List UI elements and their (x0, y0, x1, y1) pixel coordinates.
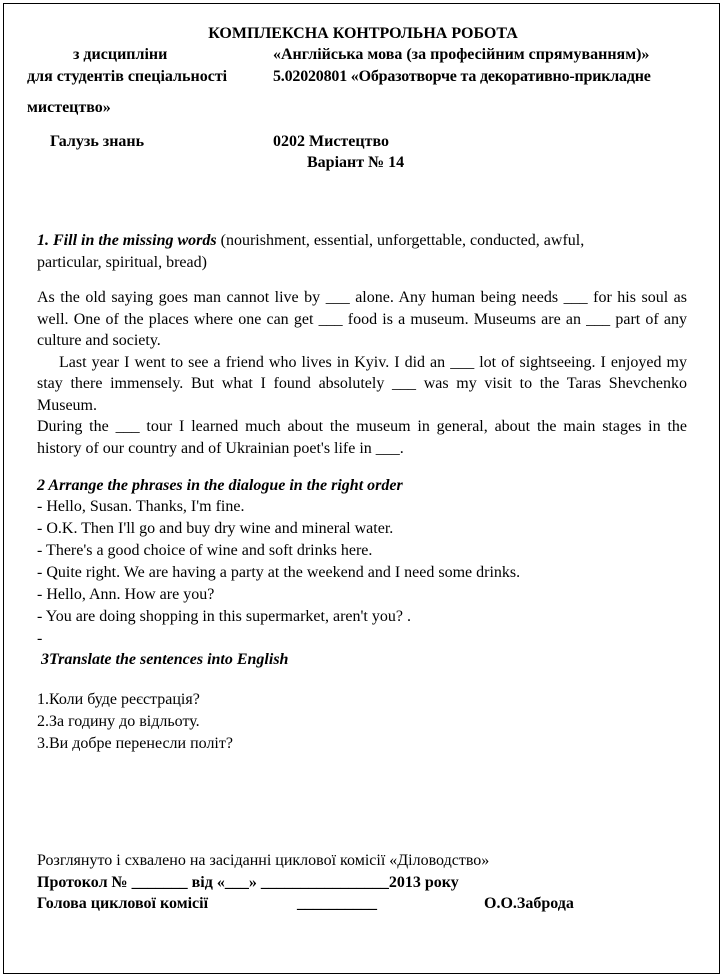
task2-list (37, 496, 520, 650)
list-item: - You are doing shopping in this supermarket, aren't you? . (37, 608, 411, 625)
signature-blank: __________ (297, 895, 377, 912)
discipline-label: з дисципліни (73, 46, 168, 63)
protocol-line: Протокол № _______ від «___» ________________2013 року (37, 874, 459, 891)
variant-number: Варіант № 14 (307, 154, 405, 171)
task1-words-line1: (nourishment, essential, unforgettable, conducted, awful, (220, 232, 585, 249)
field-value: 0202 Мистецтво (273, 133, 389, 150)
document-title: КОМПЛЕКСНА КОНТРОЛЬНА РОБОТА (208, 25, 518, 42)
list-item: - Quite right. We are having a party at the weekend and I need some drinks. (37, 564, 521, 581)
head-label: Голова циклової комісії (37, 895, 209, 912)
field-label: Галузь знань (50, 133, 145, 150)
task3-title: 3Translate the sentences into English (41, 651, 289, 668)
list-item: - O.K. Then I'll go and buy dry wine and mineral water. (37, 520, 394, 537)
discipline-value: «Англійська мова (за професійним спрямуванням)» (273, 46, 650, 63)
list-item: 3.Ви добре перенесли політ? (37, 735, 233, 752)
list-item: 2.За годину до відльоту. (37, 713, 200, 730)
approval-note: Розглянуто і схвалено на засіданні циклової комісії «Діловодство» (37, 852, 490, 869)
task1-text (37, 287, 687, 459)
task1-heading (37, 231, 584, 251)
list-item: 1.Коли буде реєстрація? (37, 691, 200, 708)
task1-paragraph-1: As the old saying goes man cannot live by ___ alone. Any human being needs ___ for his soul as well. One of the places where one can get ___ food is a museum. Museums are an ___ part of any culture and society. (37, 289, 687, 349)
list-item: - There's a good choice of wine and soft drinks here. (37, 542, 373, 559)
specialty-value: 5.02020801 «Образотворче та декоративно-прикладне (273, 68, 651, 85)
task2-title: 2 Arrange the phrases in the dialogue in the right order (37, 477, 403, 494)
task1-title: 1. Fill in the missing words (37, 232, 217, 249)
task1-words-line2: particular, spiritual, bread) (37, 254, 207, 271)
specialty-continued: мистецтво» (27, 99, 111, 116)
list-item: - (37, 630, 43, 647)
task3-list (37, 689, 233, 755)
head-name: О.О.Заброда (484, 895, 574, 912)
task1-paragraph-2: Last year I went to see a friend who lives in Kyiv. I did an ___ lot of sightseeing. I enjoyed my stay there immensely. But what I found absolutely ___ was my visit to the Taras Shevchenko Museum. (37, 353, 687, 414)
specialty-label: для студентів спеціальності (27, 68, 228, 85)
task1-paragraph-3: During the ___ tour I learned much about the museum in general, about the main stages in the history of our country and of Ukrainian poet's life in ___. (37, 418, 687, 457)
list-item: - Hello, Susan. Thanks, I'm fine. (37, 498, 245, 515)
list-item: - Hello, Ann. How are you? (37, 586, 215, 603)
